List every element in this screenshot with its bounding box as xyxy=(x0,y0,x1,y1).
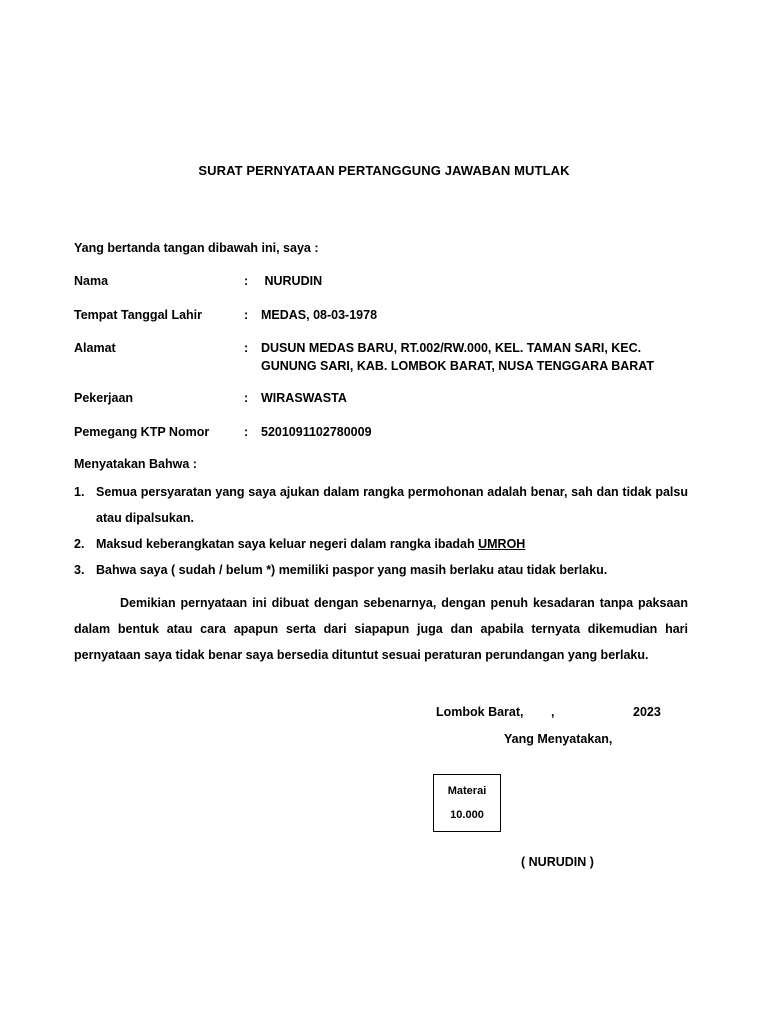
statement-text-before: Maksud keberangkatan saya keluar negeri dalam rangka ibadah xyxy=(96,537,479,551)
field-label-pekerjaan: Pekerjaan xyxy=(74,391,134,405)
signature-declarer-label: Yang Menyatakan, xyxy=(504,732,613,746)
intro-text: Yang bertanda tangan dibawah ini, saya : xyxy=(74,241,319,255)
field-colon-ktp: : xyxy=(244,425,249,439)
field-colon-ttl: : xyxy=(244,308,249,322)
statement-text: Bahwa saya ( sudah / belum *) memiliki paspor yang masih berlaku atau tidak berlaku. xyxy=(96,563,608,577)
field-label-nama: Nama xyxy=(74,274,109,288)
field-colon-pekerjaan: : xyxy=(244,391,249,405)
statement-text: Semua persyaratan yang saya ajukan dalam rangka permohonan adalah benar, sah dan tidak palsu atau dipalsukan. xyxy=(96,485,688,525)
field-label-alamat: Alamat xyxy=(74,341,116,355)
statement-number: 3. xyxy=(74,563,85,577)
field-value-alamat: DUSUN MEDAS BARU, RT.002/RW.000, KEL. TAMAN SARI, KEC. GUNUNG SARI, KAB. LOMBOK BARAT, NUSA TENGGARA BARAT xyxy=(261,341,655,373)
field-value-ktp: 5201091102780009 xyxy=(261,425,372,439)
field-colon-nama: : xyxy=(244,274,249,288)
closing-paragraph: Demikian pernyataan ini dibuat dengan sebenarnya, dengan penuh kesadaran tanpa paksaan dalam bentuk atau cara apapun serta dari siapapun juga dan apabila ternyata dikemudian hari pernyataan saya tidak benar saya bersedia dituntut sesuai peraturan perundangan yang berlaku. xyxy=(74,596,688,662)
statement-number: 2. xyxy=(74,537,85,551)
field-label-ttl: Tempat Tanggal Lahir xyxy=(74,308,203,322)
signature-place: Lombok Barat, xyxy=(436,705,524,719)
field-value-ttl: MEDAS, 08-03-1978 xyxy=(261,308,378,322)
statement-heading: Menyatakan Bahwa : xyxy=(74,457,197,471)
statement-underlined-word: UMROH xyxy=(478,537,526,551)
signature-date-comma: , xyxy=(551,705,555,719)
stamp-duty-box xyxy=(433,774,501,832)
statement-text xyxy=(96,531,688,557)
stamp-value: 10.000 xyxy=(450,809,484,821)
field-colon-alamat: : xyxy=(244,341,249,355)
field-value-pekerjaan: WIRASWASTA xyxy=(261,391,347,405)
signer-name: ( NURUDIN ) xyxy=(521,855,594,869)
field-value-nama: NURUDIN xyxy=(261,274,323,288)
field-label-ktp: Pemegang KTP Nomor xyxy=(74,425,210,439)
stamp-label: Materai xyxy=(447,785,487,797)
statement-number: 1. xyxy=(74,485,85,499)
document-title: SURAT PERNYATAAN PERTANGGUNG JAWABAN MUTLAK xyxy=(198,163,570,178)
signature-year: 2023 xyxy=(633,705,661,719)
